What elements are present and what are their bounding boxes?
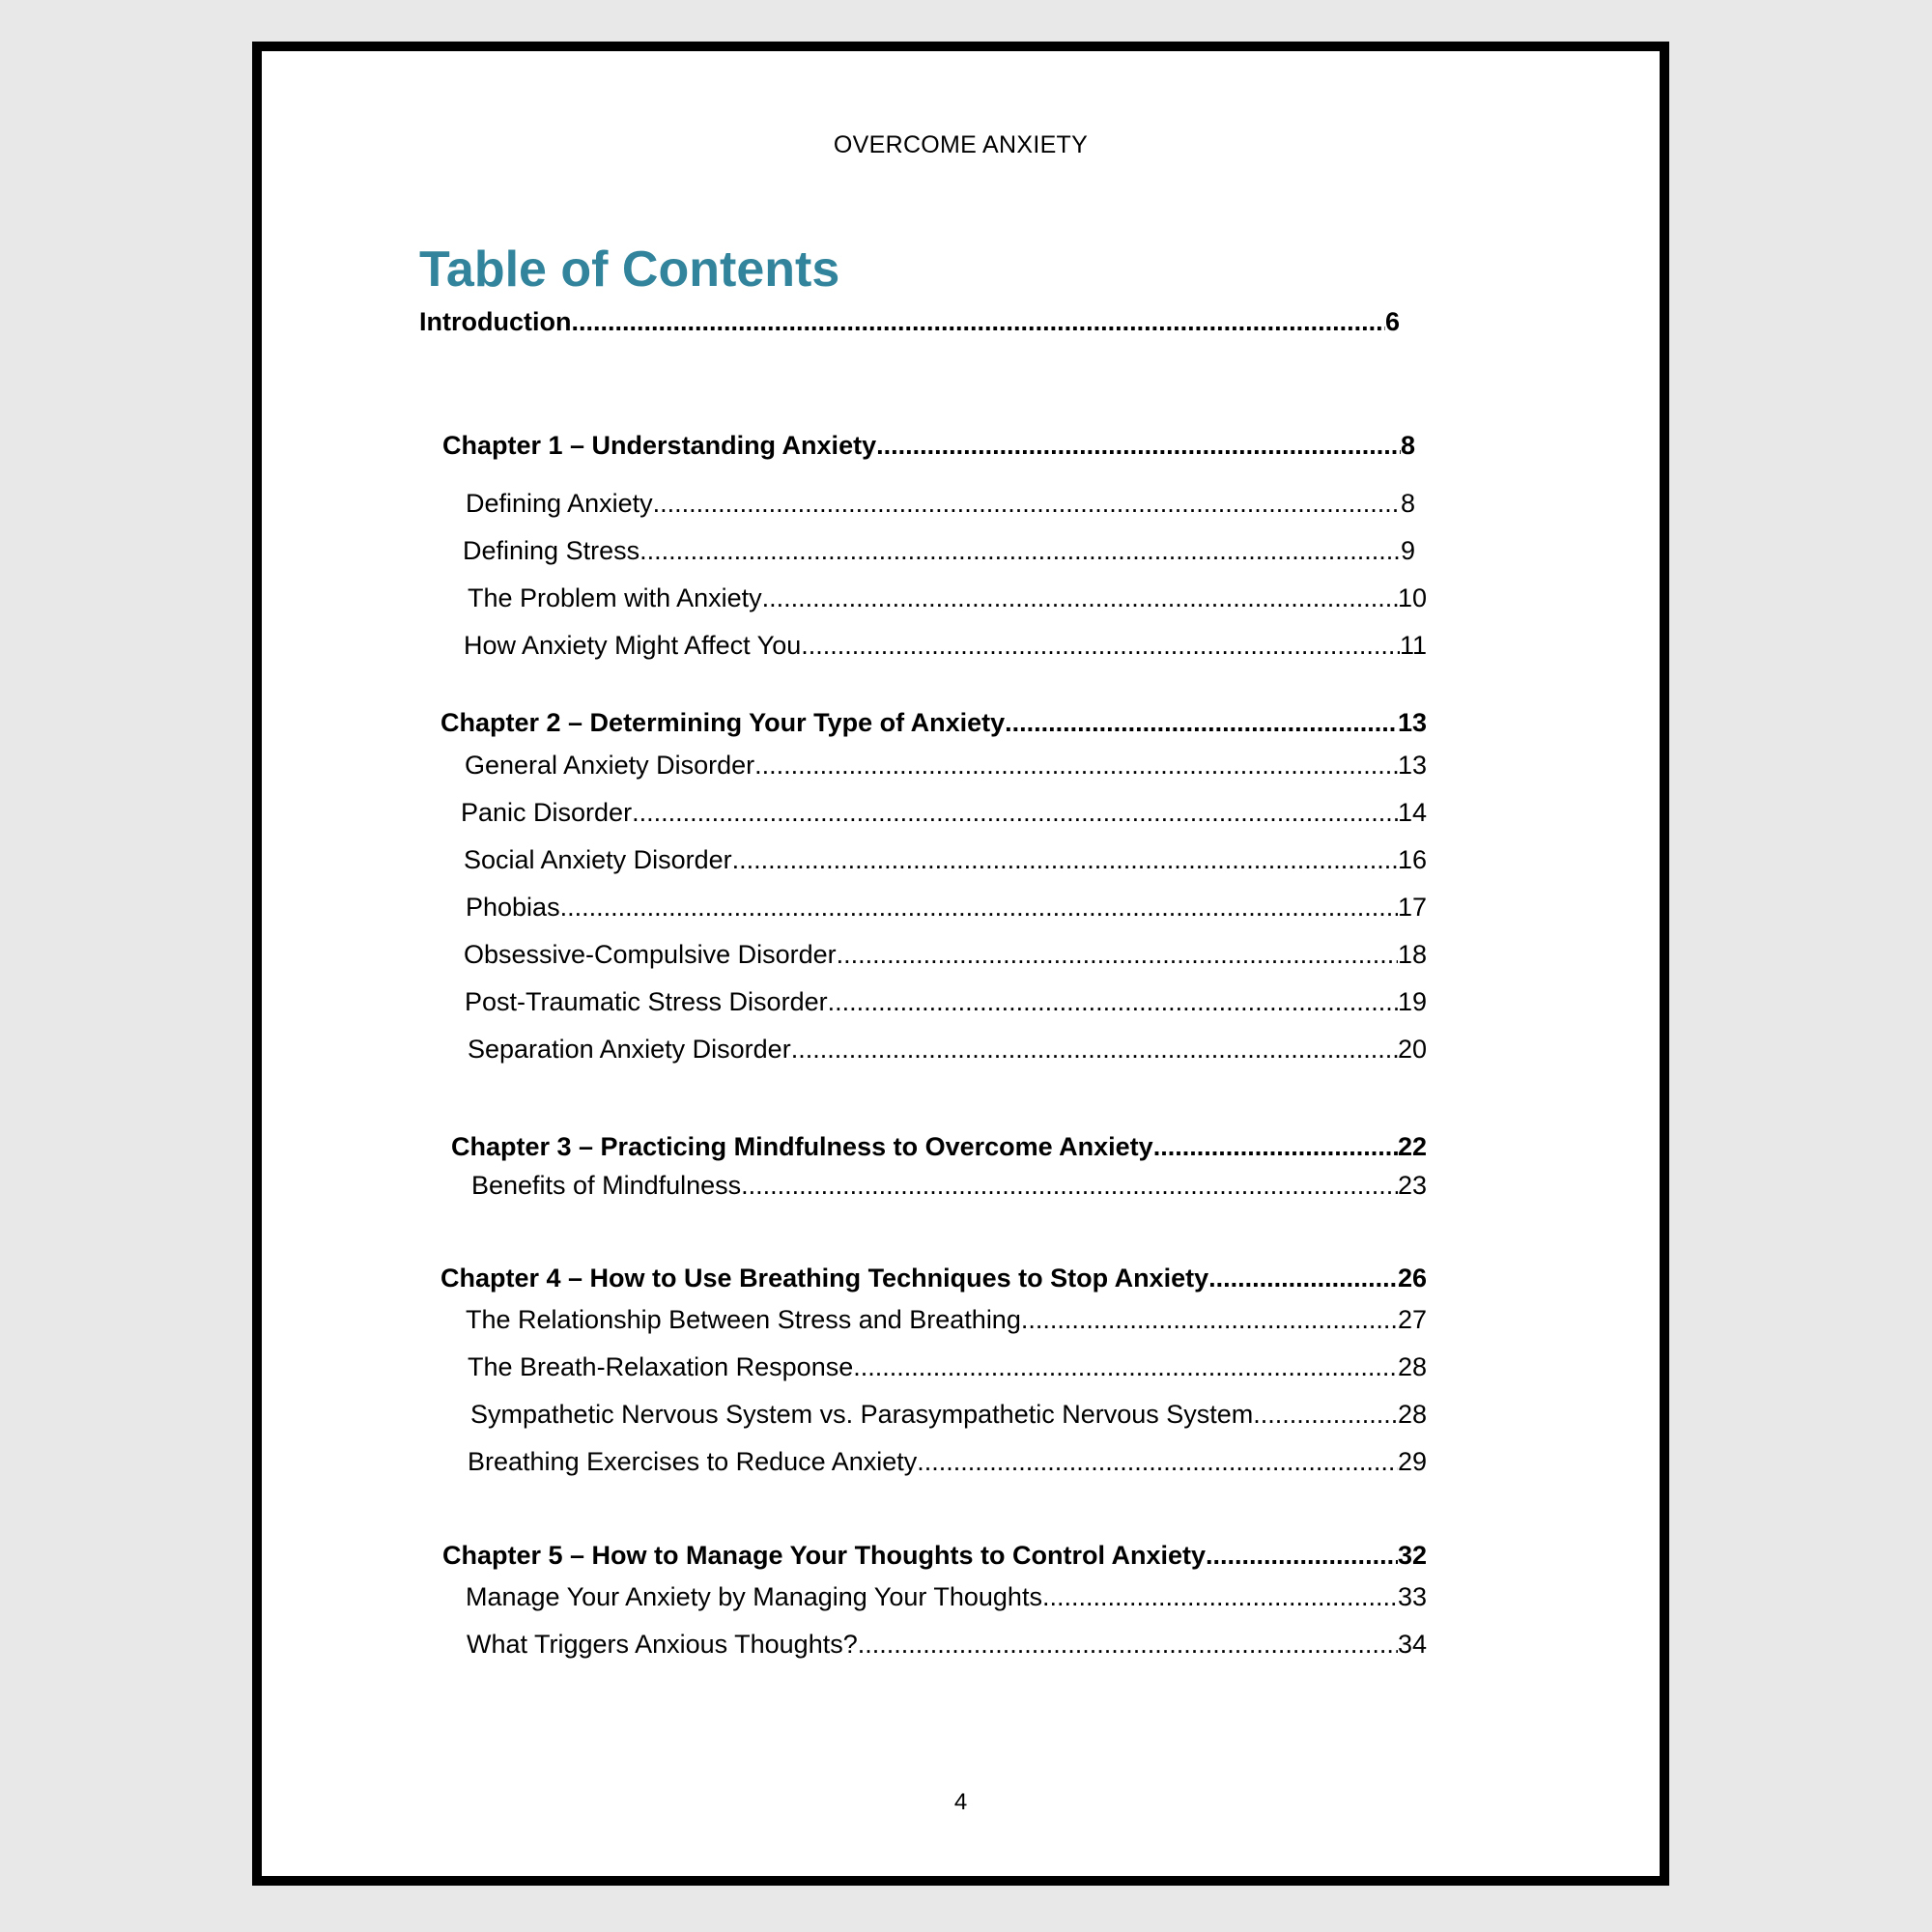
toc-leader-dots — [560, 891, 1398, 923]
toc-entry-label: Social Anxiety Disorder — [464, 845, 732, 874]
toc-entry-page: 10 — [1397, 583, 1427, 612]
toc-leader-dots — [653, 487, 1401, 520]
page-number: 4 — [953, 1789, 968, 1815]
toc-entry-chapter-4[interactable] — [440, 1262, 1427, 1294]
toc-leader-dots — [1253, 1398, 1398, 1431]
toc-entry-label: Obsessive-Compulsive Disorder — [464, 940, 837, 969]
toc-entry-ptsd[interactable] — [465, 985, 1427, 1018]
toc-entry-page: 27 — [1397, 1305, 1427, 1334]
toc-entry-label: How Anxiety Might Affect You — [464, 631, 802, 660]
toc-entry-page: 19 — [1397, 987, 1427, 1016]
toc-entry-page: 8 — [1400, 431, 1415, 460]
toc-entry-label: Post-Traumatic Stress Disorder — [465, 987, 828, 1016]
toc-entry-page: 23 — [1397, 1171, 1427, 1200]
toc-entry-page: 13 — [1397, 751, 1427, 780]
toc-leader-dots — [762, 582, 1398, 614]
toc-entry-page: 28 — [1397, 1352, 1427, 1381]
toc-entry-chapter-3[interactable] — [451, 1130, 1427, 1163]
toc-entry-label: Chapter 5 – How to Manage Your Thoughts to Control Anxiety — [442, 1541, 1207, 1570]
toc-entry-label: Chapter 3 – Practicing Mindfulness to Overcome Anxiety — [451, 1132, 1153, 1161]
toc-entry-nervous-system[interactable] — [470, 1398, 1427, 1431]
running-header: OVERCOME ANXIETY — [833, 131, 1089, 158]
toc-entry-breath-relaxation[interactable] — [468, 1350, 1427, 1383]
toc-leader-dots — [853, 1350, 1398, 1383]
toc-entry-label: Defining Anxiety — [466, 489, 653, 518]
toc-leader-dots — [801, 629, 1400, 662]
toc-entry-label: The Breath-Relaxation Response — [468, 1352, 854, 1381]
toc-entry-ocd[interactable] — [464, 938, 1427, 971]
toc-leader-dots — [1206, 1539, 1398, 1572]
toc-entry-page: 20 — [1397, 1035, 1427, 1064]
toc-entry-page: 33 — [1397, 1582, 1427, 1611]
toc-entry-defining-stress[interactable] — [463, 534, 1415, 567]
toc-leader-dots — [732, 843, 1398, 876]
toc-entry-label: Phobias — [466, 893, 560, 922]
toc-entry-label: What Triggers Anxious Thoughts? — [467, 1630, 858, 1659]
toc-entry-page: 8 — [1400, 489, 1415, 518]
toc-entry-page: 14 — [1397, 798, 1427, 827]
toc-leader-dots — [754, 749, 1398, 781]
toc-leader-dots — [1005, 706, 1398, 739]
toc-entry-page: 16 — [1397, 845, 1427, 874]
toc-entry-label: Introduction — [419, 307, 572, 336]
toc-entry-label: Breathing Exercises to Reduce Anxiety — [468, 1447, 918, 1476]
toc-entry-label: Chapter 1 – Understanding Anxiety — [442, 431, 877, 460]
toc-entry-label: Separation Anxiety Disorder — [468, 1035, 791, 1064]
toc-leader-dots — [917, 1445, 1398, 1478]
toc-entry-triggers[interactable] — [467, 1628, 1427, 1661]
toc-leader-dots — [876, 429, 1401, 462]
toc-entry-page: 26 — [1397, 1264, 1427, 1293]
toc-entry-page: 22 — [1397, 1132, 1427, 1161]
toc-entry-phobias[interactable] — [466, 891, 1427, 923]
toc-entry-chapter-2[interactable] — [440, 706, 1427, 739]
toc-leader-dots — [858, 1628, 1398, 1661]
toc-leader-dots — [571, 305, 1385, 338]
toc-entry-page: 18 — [1397, 940, 1427, 969]
toc-entry-label: Panic Disorder — [461, 798, 633, 827]
toc-entry-page: 6 — [1384, 307, 1400, 336]
toc-entry-label: Defining Stress — [463, 536, 640, 565]
toc-entry-social-anxiety-disorder[interactable] — [464, 843, 1427, 876]
toc-entry-page: 9 — [1400, 536, 1415, 565]
toc-entry-page: 13 — [1397, 708, 1427, 737]
toc-leader-dots — [741, 1169, 1398, 1202]
toc-entry-stress-and-breathing[interactable] — [466, 1303, 1427, 1336]
toc-entry-label: Sympathetic Nervous System vs. Parasympathetic Nervous System — [470, 1400, 1254, 1429]
toc-entry-page: 29 — [1397, 1447, 1427, 1476]
toc-entry-problem-with-anxiety[interactable] — [468, 582, 1427, 614]
toc-entry-page: 34 — [1397, 1630, 1427, 1659]
toc-entry-benefits-of-mindfulness[interactable] — [471, 1169, 1427, 1202]
toc-leader-dots — [1153, 1130, 1398, 1163]
toc-leader-dots — [632, 796, 1398, 829]
toc-entry-manage-thoughts[interactable] — [466, 1580, 1427, 1613]
toc-entry-general-anxiety-disorder[interactable] — [465, 749, 1427, 781]
toc-entry-page: 11 — [1399, 631, 1427, 660]
toc-leader-dots — [639, 534, 1401, 567]
toc-entry-page: 28 — [1397, 1400, 1427, 1429]
toc-entry-breathing-exercises[interactable] — [468, 1445, 1427, 1478]
document-page — [252, 42, 1669, 1886]
toc-entry-label: General Anxiety Disorder — [465, 751, 755, 780]
toc-entry-how-anxiety-affects[interactable] — [464, 629, 1427, 662]
toc-leader-dots — [1042, 1580, 1398, 1613]
toc-entry-label: The Relationship Between Stress and Breathing — [466, 1305, 1021, 1334]
toc-entry-label: Chapter 4 – How to Use Breathing Techniques to Stop Anxiety — [440, 1264, 1209, 1293]
toc-entry-chapter-1[interactable] — [442, 429, 1415, 462]
toc-entry-label: Chapter 2 – Determining Your Type of Anxiety — [440, 708, 1006, 737]
toc-entry-introduction[interactable] — [419, 305, 1400, 338]
toc-entry-page: 17 — [1397, 893, 1427, 922]
toc-leader-dots — [828, 985, 1398, 1018]
toc-entry-separation-anxiety[interactable] — [468, 1033, 1427, 1065]
toc-leader-dots — [791, 1033, 1398, 1065]
toc-title: Table of Contents — [419, 242, 840, 298]
toc-entry-chapter-5[interactable] — [442, 1539, 1427, 1572]
toc-leader-dots — [837, 938, 1398, 971]
toc-entry-defining-anxiety[interactable] — [466, 487, 1415, 520]
toc-leader-dots — [1021, 1303, 1398, 1336]
toc-entry-page: 32 — [1397, 1541, 1427, 1570]
toc-entry-panic-disorder[interactable] — [461, 796, 1427, 829]
toc-entry-label: Manage Your Anxiety by Managing Your Thoughts — [466, 1582, 1042, 1611]
toc-leader-dots — [1208, 1262, 1398, 1294]
toc-entry-label: The Problem with Anxiety — [468, 583, 762, 612]
toc-entry-label: Benefits of Mindfulness — [471, 1171, 742, 1200]
